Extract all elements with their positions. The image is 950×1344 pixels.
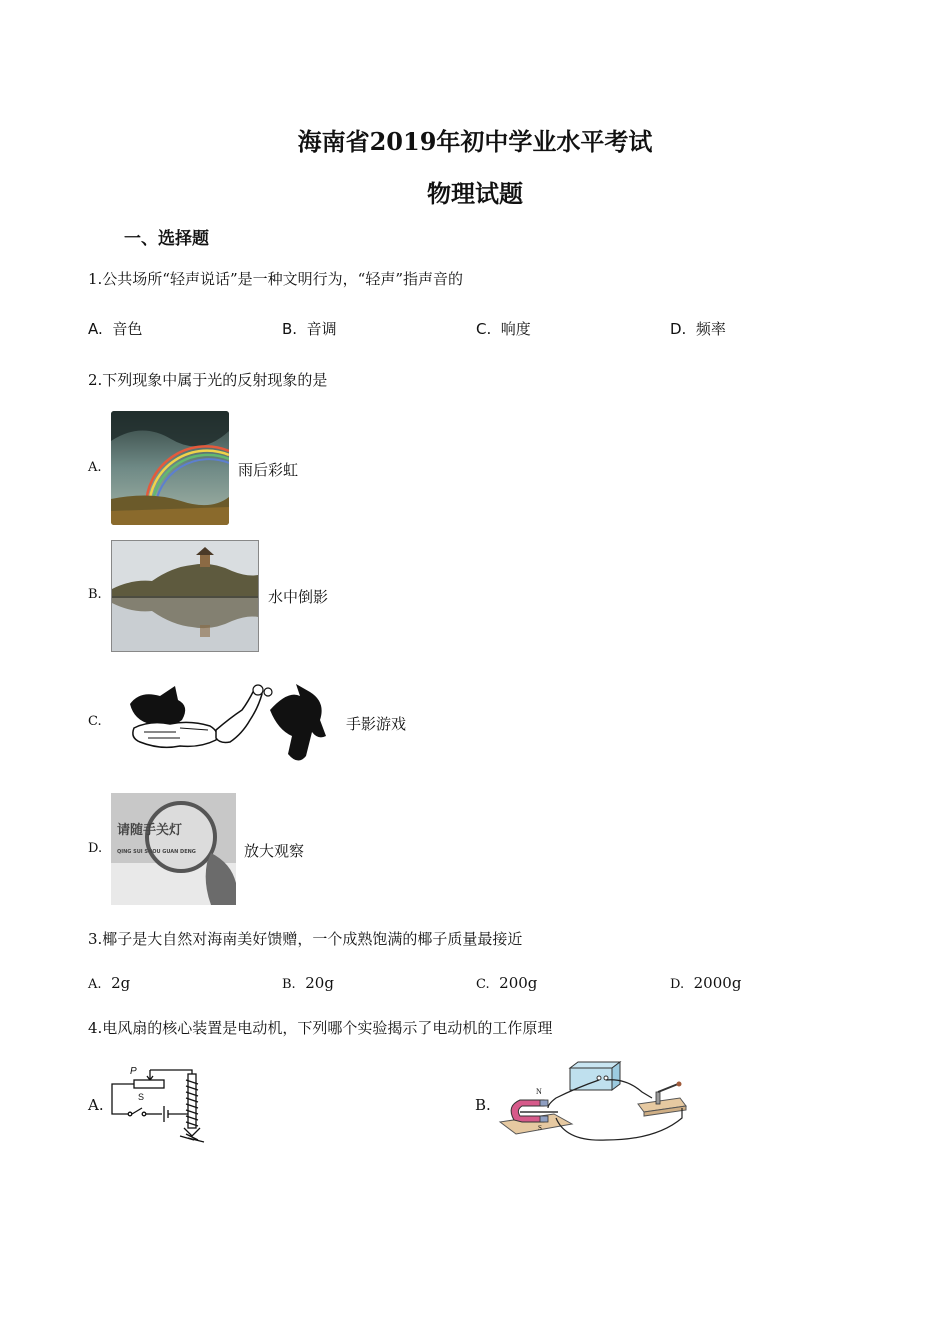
q1-option-b[interactable] [282,318,337,339]
reflection-photo [111,540,259,652]
sign-pinyin: QING SUI SHOU GUAN DENG [117,849,196,855]
q2-option-b-caption: 水中倒影 [268,588,329,606]
q3-option-c-text: 200g [499,974,538,992]
q3-option-a-text: 2g [111,974,131,992]
label-n: N [536,1087,542,1096]
q1-option-c-letter: C. [476,320,492,338]
q3-option-a-letter: A. [88,977,102,992]
q3-option-d[interactable] [670,974,741,992]
label-p: P [130,1066,137,1077]
q3-option-b-text: 20g [305,974,334,992]
q1-option-c-text: 响度 [500,320,531,338]
magnifier-photo [111,793,236,905]
q2-option-c-letter[interactable]: C. [88,714,102,729]
q2-option-a-letter[interactable]: A. [88,460,102,475]
q3-option-c[interactable] [476,974,537,992]
q1-option-a-letter: A. [88,320,103,338]
question-1-text: 1.公共场所“轻声说话”是一种文明行为，“轻声”指声音的 [88,270,463,288]
q1-option-d-text: 频率 [695,320,726,338]
q3-option-b[interactable] [282,974,334,992]
electromagnet-circuit-diagram [108,1062,220,1144]
q1-option-a-text: 音色 [112,320,143,338]
q4-option-a-letter[interactable]: A. [88,1096,104,1114]
q1-option-a[interactable] [88,318,142,339]
q2-option-c-caption: 手影游戏 [346,715,407,733]
q2-option-b-letter[interactable]: B. [88,587,102,602]
q1-option-c[interactable] [476,318,531,339]
q1-option-b-letter: B. [282,320,298,338]
q3-option-c-letter: C. [476,977,490,992]
q1-option-b-text: 音调 [306,320,337,338]
motor-experiment-diagram [496,1058,688,1144]
question-4-text: 4.电风扇的核心装置是电动机，下列哪个实验揭示了电动机的工作原理 [88,1019,553,1037]
label-s-magnet: S [538,1124,542,1132]
page-subtitle: 物理试题 [427,179,523,208]
q2-option-d-letter[interactable]: D. [88,841,103,856]
q3-option-a[interactable] [88,974,130,992]
rainbow-photo [111,411,229,525]
hand-shadow-illustration [120,680,332,766]
q1-option-d-letter: D. [670,320,687,338]
section-heading: 一、选择题 [124,229,209,249]
q1-option-d[interactable] [670,318,726,339]
q3-option-d-text: 2000g [693,974,742,992]
question-2-text: 2.下列现象中属于光的反射现象的是 [88,371,328,389]
q3-option-b-letter: B. [282,977,296,992]
q2-option-d-caption: 放大观察 [244,842,305,860]
sign-text: 请随手关灯 [117,823,183,838]
page-title: 海南省2019年初中学业水平考试 [297,127,653,156]
question-3-text: 3.椰子是大自然对海南美好馈赠，一个成熟饱满的椰子质量最接近 [88,930,523,948]
q4-option-b-letter[interactable]: B. [475,1096,491,1114]
q3-option-d-letter: D. [670,977,685,992]
label-s-switch: S [138,1092,145,1102]
q2-option-a-caption: 雨后彩虹 [238,461,299,479]
